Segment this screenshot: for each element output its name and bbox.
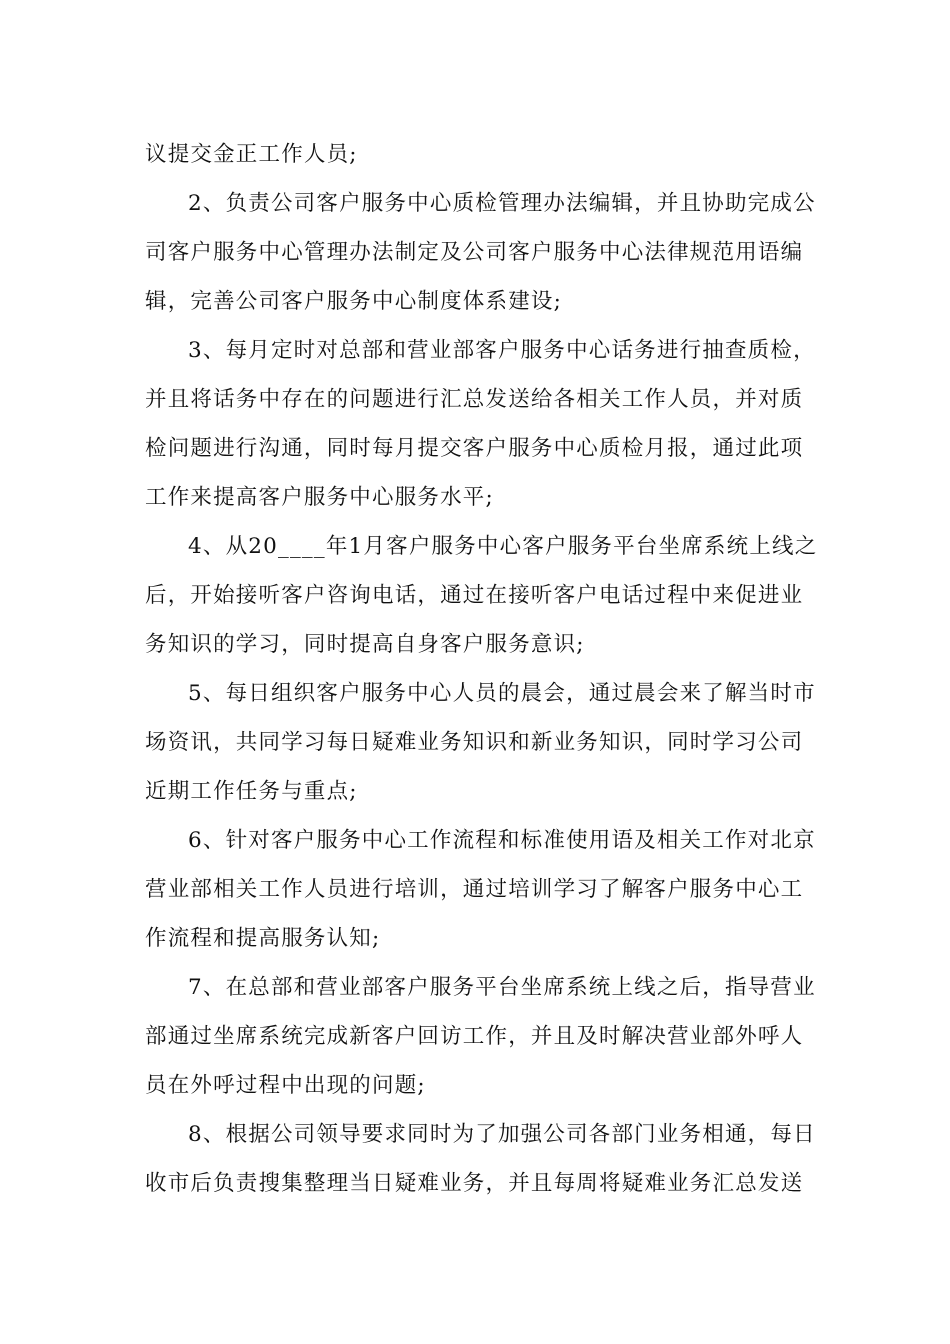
paragraph-item-8 [145, 1110, 816, 1208]
text-line: 并且将话务中存在的问题进行汇总发送给各相关工作人员，并对质 [145, 387, 804, 412]
text-line: 议提交金正工作人员; [145, 142, 358, 167]
text-line: 8、根据公司领导要求同时为了加强公司各部门业务相通，每日 [188, 1122, 816, 1147]
text-line: 3、每月定时对总部和营业部客户服务中心话务进行抽查质检， [188, 338, 816, 363]
paragraph-item-5 [145, 669, 816, 816]
text-line: 检问题进行沟通，同时每月提交客户服务中心质检月报，通过此项 [145, 436, 804, 461]
paragraph-item-6 [145, 816, 816, 963]
text-line: 后，开始接听客户咨询电话，通过在接听客户电话过程中来促进业 [145, 583, 804, 608]
text-line: 5、每日组织客户服务中心人员的晨会，通过晨会来了解当时市 [188, 681, 816, 706]
paragraph-item-3 [145, 326, 816, 522]
paragraph-item-2 [145, 179, 816, 326]
text-line: 4、从20____年1月客户服务中心客户服务平台坐席系统上线之 [188, 534, 818, 559]
text-line: 场资讯，共同学习每日疑难业务知识和新业务知识，同时学习公司 [145, 730, 804, 755]
text-line: 收市后负责搜集整理当日疑难业务，并且每周将疑难业务汇总发送 [145, 1171, 804, 1196]
text-line: 员在外呼过程中出现的问题; [145, 1073, 426, 1098]
paragraph-item-7 [145, 963, 816, 1110]
text-line: 部通过坐席系统完成新客户回访工作，并且及时解决营业部外呼人 [145, 1024, 804, 1049]
text-line: 工作来提高客户服务中心服务水平; [145, 485, 494, 510]
text-line: 营业部相关工作人员进行培训，通过培训学习了解客户服务中心工 [145, 877, 804, 902]
paragraph-continuation [145, 130, 810, 179]
text-line: 近期工作任务与重点; [145, 779, 358, 804]
text-line: 辑，完善公司客户服务中心制度体系建设; [145, 289, 563, 314]
text-line: 务知识的学习，同时提高自身客户服务意识; [145, 632, 585, 657]
text-line: 作流程和提高服务认知; [145, 926, 381, 951]
text-line: 2、负责公司客户服务中心质检管理办法编辑，并且协助完成公 [188, 191, 816, 216]
document-body [145, 130, 818, 1208]
text-line: 7、在总部和营业部客户服务平台坐席系统上线之后，指导营业 [188, 975, 816, 1000]
paragraph-item-4 [145, 522, 818, 669]
text-line: 司客户服务中心管理办法制定及公司客户服务中心法律规范用语编 [145, 240, 804, 265]
text-line: 6、针对客户服务中心工作流程和标准使用语及相关工作对北京 [188, 828, 816, 853]
